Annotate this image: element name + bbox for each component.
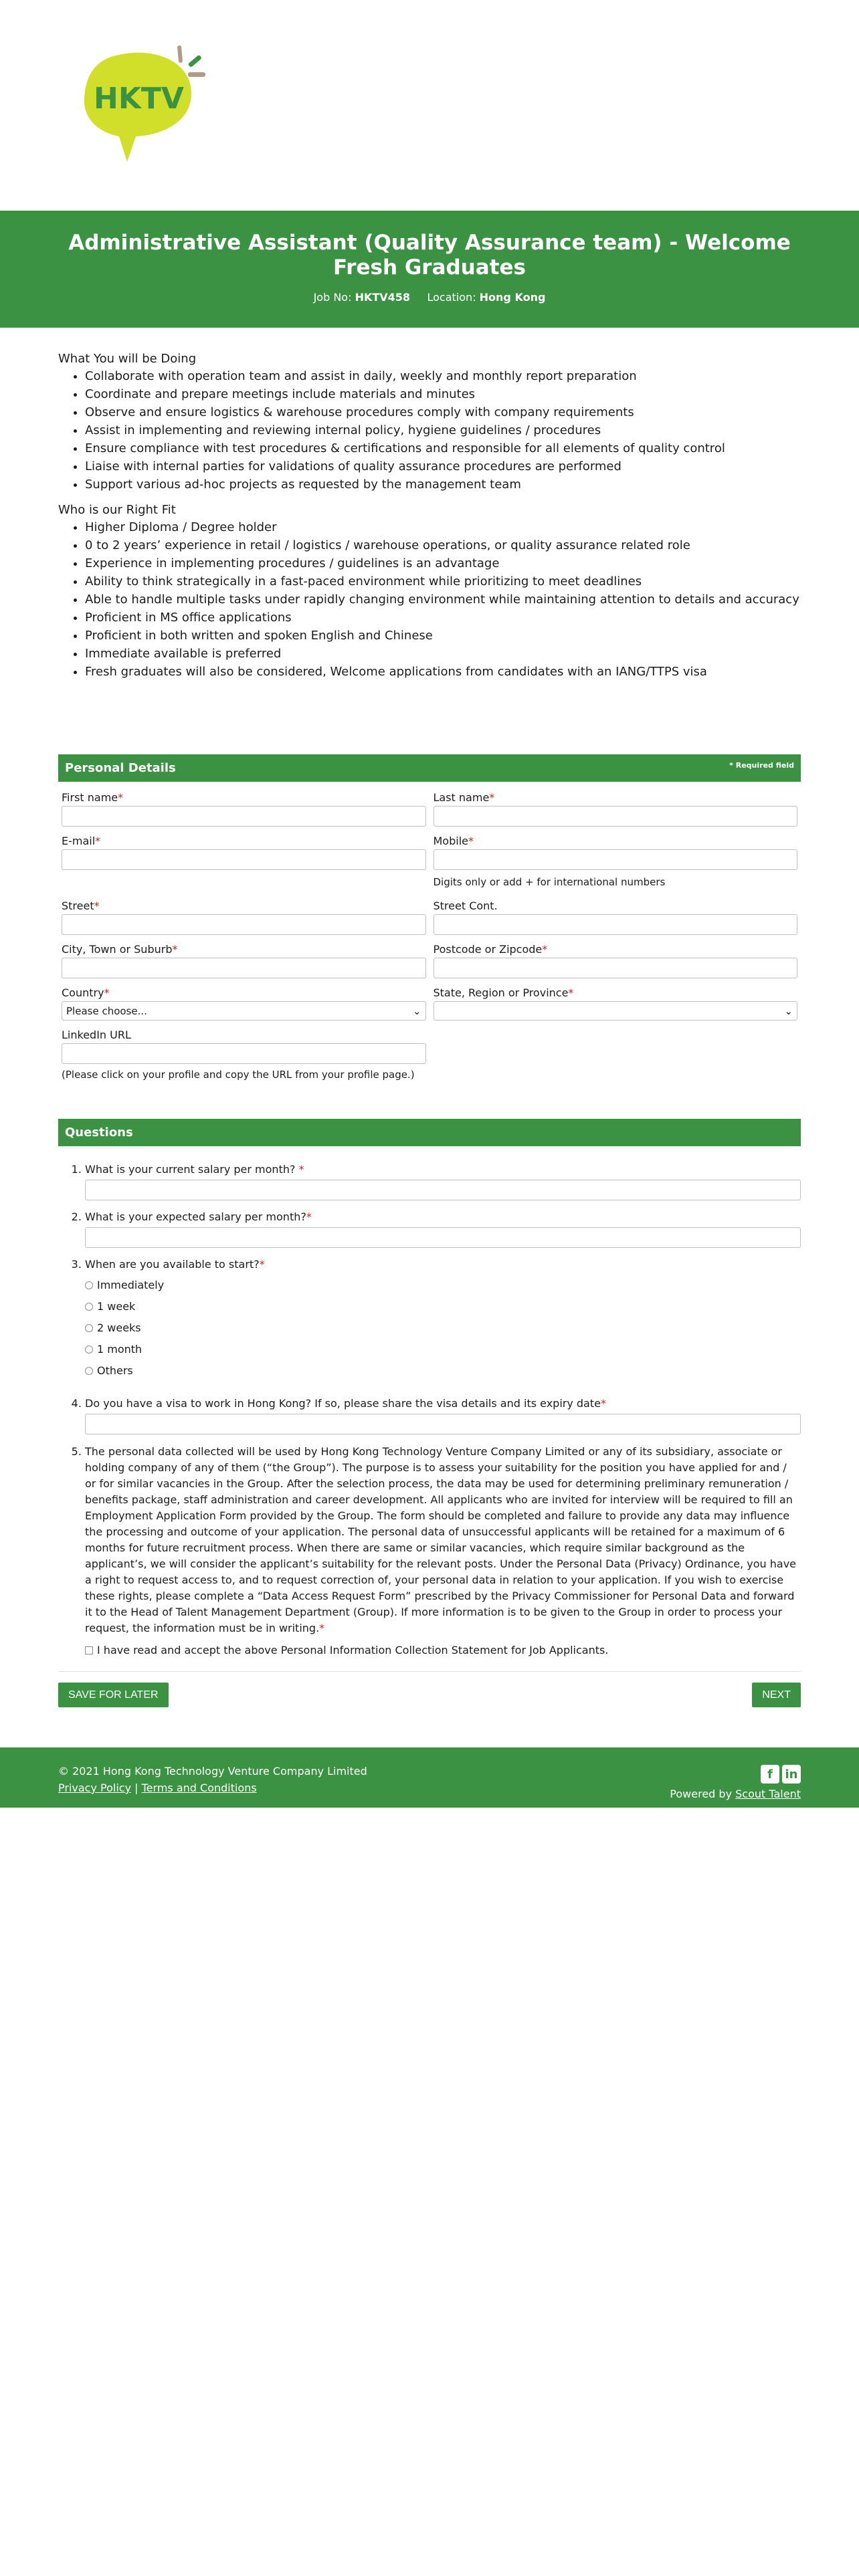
location-label: Location: <box>427 291 476 304</box>
personal-details-title: Personal Details <box>65 761 176 775</box>
facebook-icon[interactable]: f <box>761 1765 779 1784</box>
state-select[interactable] <box>434 1001 798 1021</box>
question-2-text: What is your expected salary per month? <box>85 1210 306 1223</box>
terms-link[interactable]: Terms and Conditions <box>141 1782 257 1794</box>
privacy-statement: The personal data collected will be used by Hong Kong Technology Venture Company Limited or any of its subsidiary, associate or holding company of any of them (“the Group”). The purpose is to assess your suitability for the position you have applied for and / or for similar vacancies in the Group. After the selection process, the data may be used for determining preliminary remuneration / benefits package, staff administration and career development. All applicants who are invited for interview will be required to fill an Employment Application Form provided by the Group. The form should be completed and failure to provide any data may influence the processing and outcome of your application. The personal data of unsuccessful applicants will be retained for a maximum of 6 months for future recruitment process. When there are same or similar vacancies, which require similar background as the applicant’s, we will consider the applicant’s suitability for the relevant posts. Under the Personal Data (Privacy) Ordinance, you have a right to request access to, and to request correction of, your personal data in relation to your application. If you wish to exercise these rights, please complete a “Data Access Request Form” prescribed by the Privacy Commissioner for Personal Data and forward it to the Head of Talent Management Department (Group). If more information is to be given to the Group in order to process your request, the information must be in writing. <box>85 1445 797 1634</box>
questions-title: Questions <box>65 1125 133 1140</box>
city-label: City, Town or Suburb <box>62 943 173 956</box>
personal-details-panel <box>58 754 801 1083</box>
street-cont-label: Street Cont. <box>433 899 498 912</box>
job-no: HKTV458 <box>355 291 411 304</box>
form-actions <box>58 1671 801 1707</box>
last-name-input[interactable] <box>434 806 798 827</box>
linkedin-field <box>62 1027 426 1083</box>
last-name-field <box>434 790 798 827</box>
job-meta <box>0 291 859 304</box>
radio-button[interactable] <box>85 1281 93 1289</box>
next-button[interactable]: NEXT <box>752 1683 801 1707</box>
linkedin-icon[interactable]: in <box>782 1765 801 1784</box>
city-field <box>62 942 426 978</box>
list-item: • Experience in implementing procedures / guidelines is an advantage <box>85 554 801 572</box>
questions-list <box>58 1162 801 1658</box>
questions-panel <box>58 1119 801 1658</box>
radio-option-1-week[interactable] <box>85 1296 801 1317</box>
required-star: * <box>172 943 178 956</box>
logo-area <box>0 0 859 211</box>
list-item: • Ability to think strategically in a fast-paced environment while prioritizing to meet deadlines <box>85 572 801 591</box>
question-1 <box>85 1162 801 1200</box>
list-item: • Collaborate with operation team and assist in daily, weekly and monthly report preparation <box>85 367 801 385</box>
job-banner <box>0 211 859 328</box>
social-links <box>670 1765 801 1784</box>
section-heading-duties: What You will be Doing <box>58 352 197 366</box>
scout-talent-link[interactable]: Scout Talent <box>735 1788 801 1800</box>
email-field <box>62 833 426 890</box>
mobile-field <box>434 833 798 890</box>
list-item: • Proficient in MS office applications <box>85 609 801 627</box>
required-star: * <box>319 1622 325 1634</box>
list-item: • Observe and ensure logistics & warehouse procedures comply with company requirements <box>85 403 801 421</box>
email-label: E-mail <box>62 835 96 847</box>
street-input[interactable] <box>62 914 426 935</box>
first-name-label: First name <box>62 791 118 804</box>
hktv-logo[interactable] <box>79 41 213 169</box>
radio-button[interactable] <box>85 1303 93 1311</box>
question-4 <box>85 1396 801 1434</box>
state-field <box>434 985 798 1021</box>
postcode-field <box>434 942 798 978</box>
linkedin-hint: (Please click on your profile and copy the URL from your profile page.) <box>62 1069 415 1081</box>
fit-list <box>58 518 801 681</box>
radio-button[interactable] <box>85 1324 93 1332</box>
list-item: • 0 to 2 years’ experience in retail / logistics / warehouse operations, or quality assurance related role <box>85 536 801 554</box>
expected-salary-input[interactable] <box>85 1227 801 1248</box>
last-name-label: Last name <box>433 791 490 804</box>
radio-label: 1 week <box>97 1300 136 1313</box>
list-item: • Fresh graduates will also be considered, Welcome applications from candidates with an IANG/TTPS visa <box>85 663 801 681</box>
required-star: * <box>468 835 474 847</box>
radio-label: Immediately <box>97 1279 165 1291</box>
radio-option-1-month[interactable] <box>85 1339 801 1360</box>
required-star: * <box>600 1397 606 1410</box>
required-field-note: * Required field <box>729 761 794 770</box>
question-3-text: When are you available to start? <box>85 1258 260 1271</box>
list-item: • Liaise with internal parties for validations of quality assurance procedures are performed <box>85 457 801 475</box>
radio-option-2-weeks[interactable] <box>85 1317 801 1339</box>
section-heading-fit: Who is our Right Fit <box>58 503 176 517</box>
privacy-accept-label: I have read and accept the above Personal Information Collection Statement for Job Applicants. <box>97 1644 609 1656</box>
required-star: * <box>568 986 574 999</box>
job-title: Administrative Assistant (Quality Assurance team) - Welcome Fresh Graduates <box>68 231 791 280</box>
job-description <box>0 352 859 1707</box>
question-1-text: What is your current salary per month? <box>85 1163 296 1176</box>
save-for-later-button[interactable]: SAVE FOR LATER <box>58 1683 169 1707</box>
country-select[interactable] <box>62 1001 426 1021</box>
list-item: • Coordinate and prepare meetings include materials and minutes <box>85 385 801 403</box>
personal-details-header <box>58 754 801 782</box>
required-star: * <box>118 791 124 804</box>
radio-button[interactable] <box>85 1346 93 1354</box>
list-item: • Proficient in both written and spoken English and Chinese <box>85 627 801 645</box>
radio-button[interactable] <box>85 1367 93 1375</box>
visa-input[interactable] <box>85 1414 801 1434</box>
required-star: * <box>259 1258 265 1271</box>
email-input[interactable] <box>62 849 426 870</box>
privacy-accept-row[interactable] <box>85 1643 801 1658</box>
list-item: • Ensure compliance with test procedures & certifications and responsible for all elements of quality control <box>85 439 801 457</box>
radio-label: 2 weeks <box>97 1321 141 1334</box>
footer-right <box>670 1765 801 1808</box>
footer <box>0 1747 859 1808</box>
street-cont-input[interactable] <box>434 914 798 935</box>
country-label: Country <box>62 986 104 999</box>
question-3 <box>85 1257 801 1382</box>
first-name-field <box>62 790 426 827</box>
chevron-down-icon: ⌄ <box>412 1004 421 1017</box>
radio-option-immediately[interactable] <box>85 1275 801 1296</box>
linkedin-label: LinkedIn URL <box>62 1029 131 1041</box>
required-star: * <box>94 899 100 912</box>
list-item: • Higher Diploma / Degree holder <box>85 518 801 536</box>
required-star: * <box>104 986 110 999</box>
radio-option-others[interactable] <box>85 1360 801 1382</box>
street-field <box>62 898 426 935</box>
footer-separator: | <box>134 1782 138 1794</box>
list-item: • Immediate available is preferred <box>85 645 801 663</box>
postcode-label: Postcode or Zipcode <box>433 943 543 956</box>
privacy-policy-link[interactable]: Privacy Policy <box>58 1782 132 1794</box>
country-field <box>62 985 426 1021</box>
logo-text: HKTV <box>94 82 184 116</box>
privacy-accept-checkbox[interactable] <box>85 1646 93 1654</box>
powered-by-label: Powered by <box>670 1788 733 1800</box>
street-label: Street <box>62 899 94 912</box>
first-name-input[interactable] <box>62 806 426 827</box>
required-star: * <box>306 1210 312 1223</box>
required-star: * <box>298 1163 304 1176</box>
copyright: © 2021 Hong Kong Technology Venture Company Limited <box>58 1765 367 1778</box>
state-label: State, Region or Province <box>433 986 569 999</box>
radio-label: 1 month <box>97 1343 142 1356</box>
required-star: * <box>95 835 101 847</box>
list-item: • Assist in implementing and reviewing internal policy, hygiene guidelines / procedures <box>85 421 801 439</box>
linkedin-input[interactable] <box>62 1043 426 1064</box>
chevron-down-icon: ⌄ <box>784 1004 793 1017</box>
current-salary-input[interactable] <box>85 1180 801 1200</box>
list-item: • Support various ad-hoc projects as requested by the management team <box>85 475 801 494</box>
country-select-value: Please choose... <box>66 1004 147 1017</box>
questions-header <box>58 1119 801 1146</box>
location-value: Hong Kong <box>479 291 546 304</box>
footer-left <box>58 1765 367 1808</box>
duties-list <box>58 367 801 494</box>
street-cont-field <box>434 898 798 935</box>
required-star: * <box>542 943 548 956</box>
question-2 <box>85 1210 801 1248</box>
mobile-input[interactable] <box>434 849 798 870</box>
job-no-label: Job No: <box>313 291 352 304</box>
mobile-hint: Digits only or add + for international numbers <box>433 876 666 888</box>
question-4-text: Do you have a visa to work in Hong Kong? If so, please share the visa details and its expiry date <box>85 1397 601 1410</box>
mobile-label: Mobile <box>433 835 468 847</box>
postcode-input[interactable] <box>434 958 798 978</box>
question-5 <box>85 1444 801 1658</box>
radio-label: Others <box>97 1364 133 1377</box>
required-star: * <box>489 791 495 804</box>
city-input[interactable] <box>62 958 426 978</box>
list-item: • Able to handle multiple tasks under rapidly changing environment while maintaining attention to details and accuracy <box>85 591 801 609</box>
